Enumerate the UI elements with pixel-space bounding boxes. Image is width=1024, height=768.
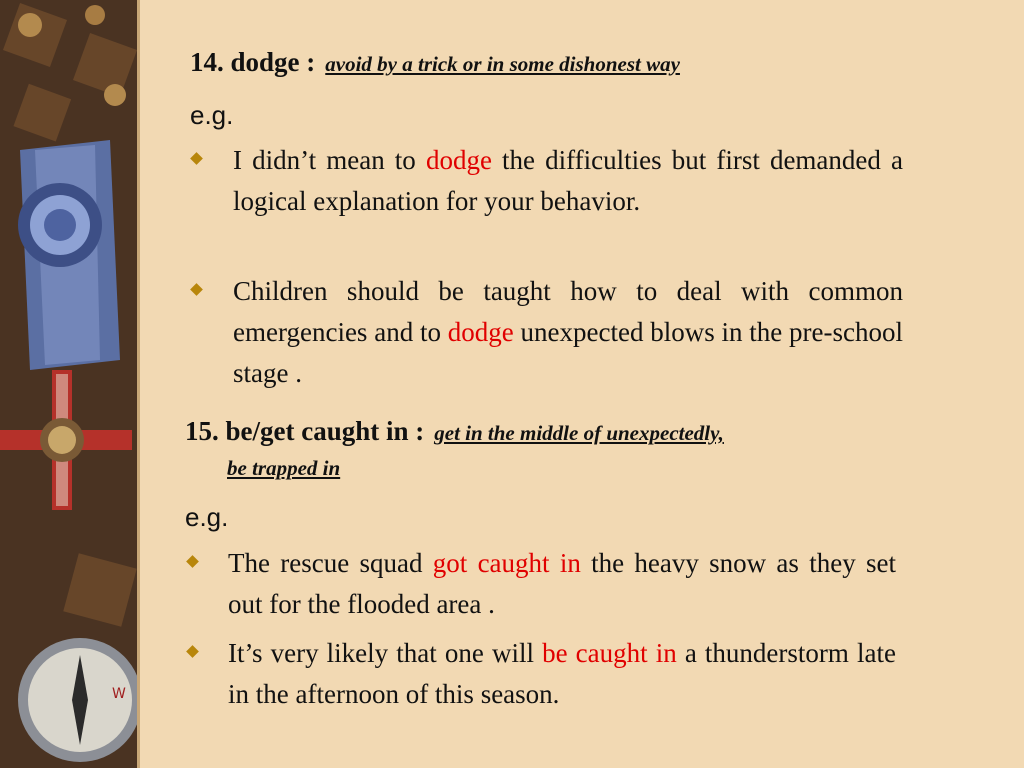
diamond-bullet-icon	[190, 283, 203, 296]
example-text-before: It’s very likely that one will	[228, 638, 543, 668]
example-text-before: Children should be taught how to deal with common emergencies and to	[233, 276, 903, 347]
example-text-after: the difficulties but first demanded a logical explanation for your behavior.	[233, 145, 903, 216]
entry-15-definition: get in the middle of unexpectedly,	[434, 421, 724, 445]
example-text	[233, 271, 903, 394]
example-text	[228, 543, 896, 625]
diamond-bullet-icon	[190, 152, 203, 165]
entry-15-definition-continued: be trapped in	[227, 456, 341, 480]
entry-14-term: 14. dodge :	[190, 47, 316, 77]
example-text-before: I didn’t mean to	[233, 145, 426, 175]
highlighted-term: dodge	[425, 145, 492, 175]
entry-15-term: 15. be/get caught in :	[185, 416, 425, 446]
entry-15-heading	[185, 414, 724, 450]
example-text-after: the heavy snow as they set out for the flooded area .	[228, 548, 896, 619]
entry-14-eg-label: e.g.	[190, 100, 234, 130]
example-text-before: The rescue squad	[228, 548, 433, 578]
highlighted-term: dodge	[447, 317, 514, 347]
example-text-after: a thunderstorm late in the afternoon of this season.	[228, 638, 896, 709]
entry-15-eg-label: e.g.	[185, 502, 229, 532]
diamond-bullet-icon	[186, 645, 199, 658]
highlighted-term: be caught in	[542, 638, 677, 668]
entry-14-definition: avoid by a trick or in some dishonest way	[325, 52, 680, 76]
entry-14-heading	[190, 45, 680, 81]
diamond-bullet-icon	[186, 555, 199, 568]
example-text-after: unexpected blows in the pre-school stage .	[233, 317, 904, 388]
highlighted-term: got caught in	[432, 548, 581, 578]
example-text	[233, 140, 903, 222]
svg-text:W: W	[112, 686, 126, 702]
example-text	[228, 633, 896, 715]
